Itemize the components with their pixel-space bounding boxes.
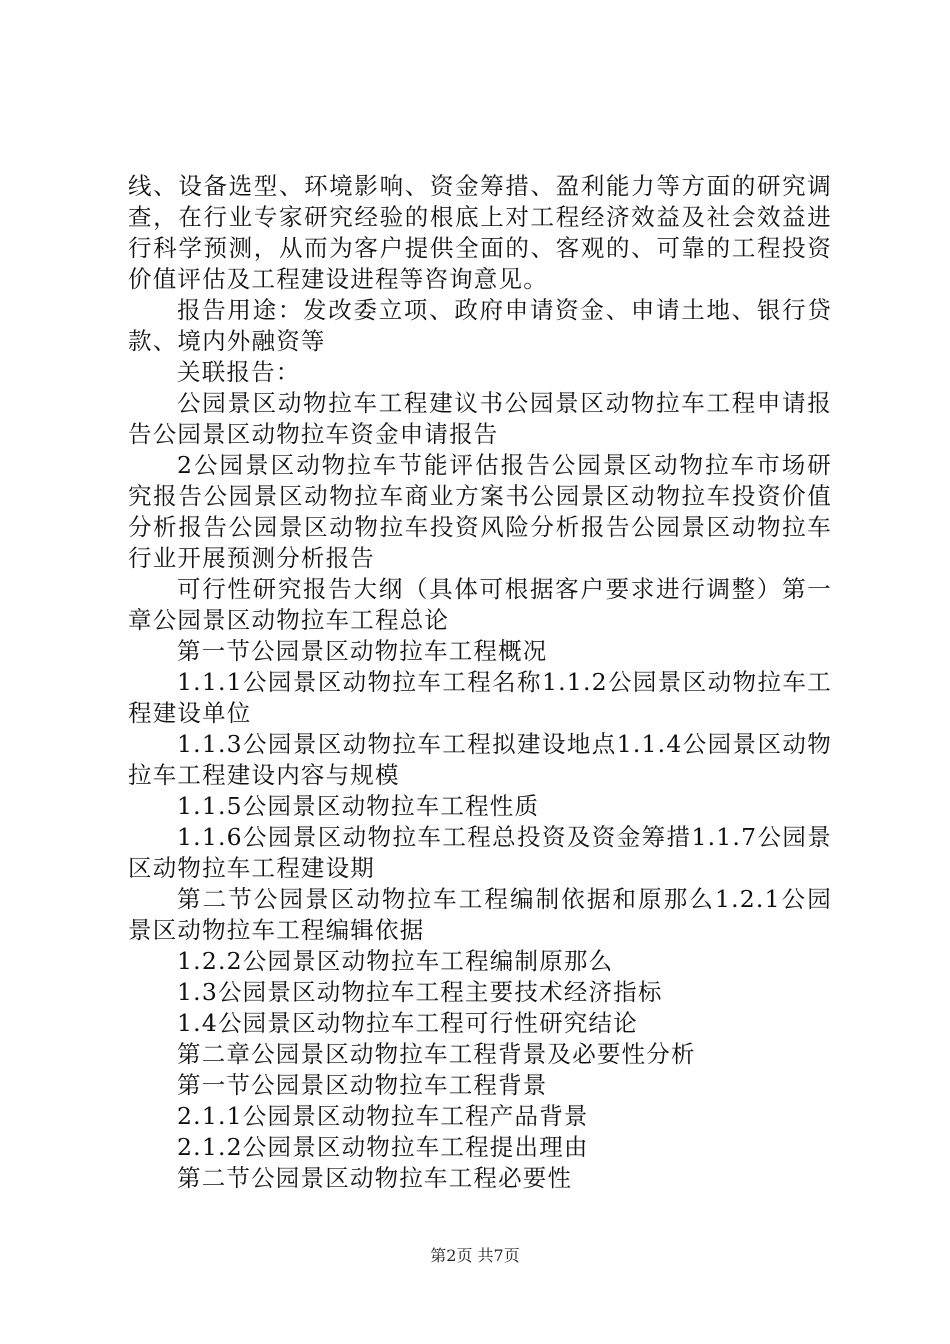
outline-item-1-2-2: 1.2.2公园景区动物拉车工程编制原那么 (177, 947, 614, 975)
document-body (128, 171, 832, 1194)
paragraph-related-reports-2: 2公园景区动物拉车节能评估报告公园景区动物拉车市场研究报告公园景区动物拉车商业方案书公园景区动物拉车投资价值分析报告公园景区动物拉车投资风险分析报告公园景区动物拉车行业开展预测分析报告 (128, 451, 832, 572)
outline-item-1-1-5: 1.1.5公园景区动物拉车工程性质 (177, 792, 540, 820)
paragraph-related-reports-heading: 关联报告： (177, 358, 301, 386)
outline-section-1-2: 第二节公园景区动物拉车工程编制依据和原那么1.2.1公园景区动物拉车工程编辑依据 (128, 885, 832, 944)
outline-section-2-2: 第二节公园景区动物拉车工程必要性 (177, 1164, 573, 1192)
paragraph-related-reports-1: 公园景区动物拉车工程建议书公园景区动物拉车工程申请报告公园景区动物拉车资金申请报告 (128, 389, 832, 448)
outline-item-1-1-1: 1.1.1公园景区动物拉车工程名称1.1.2公园景区动物拉车工程建设单位 (128, 668, 832, 727)
outline-chapter-2: 第二章公园景区动物拉车工程背景及必要性分析 (177, 1040, 696, 1068)
outline-section-2-1: 第一节公园景区动物拉车工程背景 (177, 1071, 548, 1099)
outline-item-1-1-3: 1.1.3公园景区动物拉车工程拟建设地点1.1.4公园景区动物拉车工程建设内容与规模 (128, 730, 832, 789)
outline-item-1-3: 1.3公园景区动物拉车工程主要技术经济指标 (177, 978, 663, 1006)
outline-item-2-1-1: 2.1.1公园景区动物拉车工程产品背景 (177, 1102, 589, 1130)
paragraph-outline-intro: 可行性研究报告大纲（具体可根据客户要求进行调整）第一章公园景区动物拉车工程总论 (128, 575, 832, 634)
paragraph-intro-continued: 线、设备选型、环境影响、资金筹措、盈利能力等方面的研究调查，在行业专家研究经验的根底上对工程经济效益及社会效益进行科学预测，从而为客户提供全面的、客观的、可靠的工程投资价值评估及工程建设进程等咨询意见。 (128, 172, 832, 293)
paragraph-report-usage: 报告用途：发改委立项、政府申请资金、申请土地、银行贷款、境内外融资等 (128, 296, 832, 355)
page-footer (0, 1246, 950, 1266)
outline-item-1-1-6: 1.1.6公园景区动物拉车工程总投资及资金筹措1.1.7公园景区动物拉车工程建设期 (128, 823, 832, 882)
outline-item-1-4: 1.4公园景区动物拉车工程可行性研究结论 (177, 1009, 638, 1037)
page-number-label: 第2页 共7页 (430, 1246, 520, 1265)
outline-item-2-1-2: 2.1.2公园景区动物拉车工程提出理由 (177, 1133, 589, 1161)
outline-section-1-1: 第一节公园景区动物拉车工程概况 (177, 637, 548, 665)
